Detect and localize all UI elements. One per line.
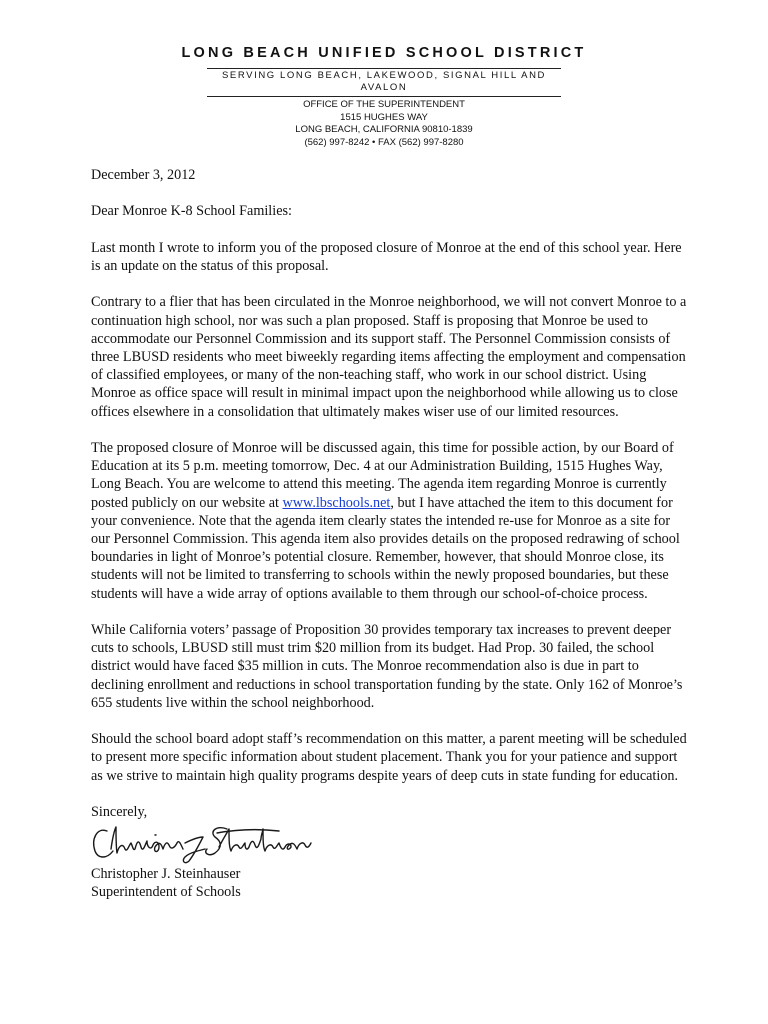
paragraph-3 [91, 439, 691, 603]
signer-name: Christopher J. Steinhauser [91, 866, 241, 883]
office-phone-fax: (562) 997-8242 • FAX (562) 997-8280 [304, 136, 464, 148]
serving-line-1: SERVING LONG BEACH, LAKEWOOD, SIGNAL HILL AND [222, 70, 546, 81]
paragraph-3-text-after-link: , but I have attached the item to this document for your convenience. Note that the agenda item clearly states the intended re-use for Monroe as a site for our Personnel Commission. This agenda item also provides details on the proposed redrawing of school boundaries in light of Monroe’s potential closure. Remember, however, that should Monroe close, its students will not be limited to transferring to schools within the newly proposed boundaries, but these students will have a wide array of options available to them through our school-of-choice process. [91, 494, 680, 602]
letter-body [91, 166, 691, 902]
office-address-block [0, 99, 768, 149]
letterhead [0, 44, 768, 149]
paragraph-5: Should the school board adopt staff’s recommendation on this matter, a parent meeting will be scheduled to present more specific information about student placement. Thank you for your patience and support as we strive to maintain high quality programs despite years of deep cuts in state funding for education. [91, 731, 687, 784]
signer-title: Superintendent of Schools [91, 884, 241, 901]
letter-closing: Sincerely, [91, 804, 148, 820]
paragraph-4: While California voters’ passage of Proposition 30 provides temporary tax increases to prevent deeper cuts to schools, LBUSD still must trim $20 million from its budget. Had Prop. 30 failed, the school district would have faced $35 million in cuts. The Monroe recommendation also is due in part to declining enrollment and reductions in school transportation funding by the state. Only 162 of Monroe’s 655 students live within the school neighborhood. [91, 622, 683, 711]
office-street: 1515 HUGHES WAY [340, 111, 428, 123]
office-title: OFFICE OF THE SUPERINTENDENT [303, 99, 465, 110]
serving-area-banner [207, 68, 561, 97]
handwritten-signature [89, 821, 319, 865]
office-city: LONG BEACH, CALIFORNIA 90810-1839 [295, 124, 473, 135]
letter-salutation: Dear Monroe K-8 School Families: [91, 203, 292, 220]
paragraph-3-text-before-link: The proposed closure of Monroe will be discussed again, this time for possible action, by our Board of Education at its 5 p.m. meeting tomorrow, Dec. 4 at our Administration Building, 1515 Hughes Way, Long Beach. You are welcome to attend this meeting. The agenda item regarding Monroe is currently posted publicly on our website at [91, 439, 674, 511]
paragraph-2: Contrary to a flier that has been circulated in the Monroe neighborhood, we will not convert Monroe to a continuation high school, nor was such a plan proposed. Staff is proposing that Monroe be used to accommodate our Personnel Commission and its support staff. The Personnel Commission consists of three LBUSD residents who meet biweekly regarding items affecting the employment and compensation of classified employees, or many of the non-teaching staff, who work in our school district. Using Monroe as office space will result in minimal impact upon the neighborhood while allowing us to close offices elsewhere in a consolidation that ultimately makes wiser use of our limited resources. [91, 294, 687, 420]
serving-line-2: AVALON [360, 82, 408, 93]
letter-date: December 3, 2012 [91, 167, 196, 183]
signature-block [91, 865, 691, 901]
district-name: LONG BEACH UNIFIED SCHOOL DISTRICT [181, 45, 587, 61]
lbschools-website-link[interactable]: www.lbschools.net [282, 494, 391, 511]
paragraph-1: Last month I wrote to inform you of the proposed closure of Monroe at the end of this school year. Here is an update on the status of this proposal. [91, 239, 682, 274]
